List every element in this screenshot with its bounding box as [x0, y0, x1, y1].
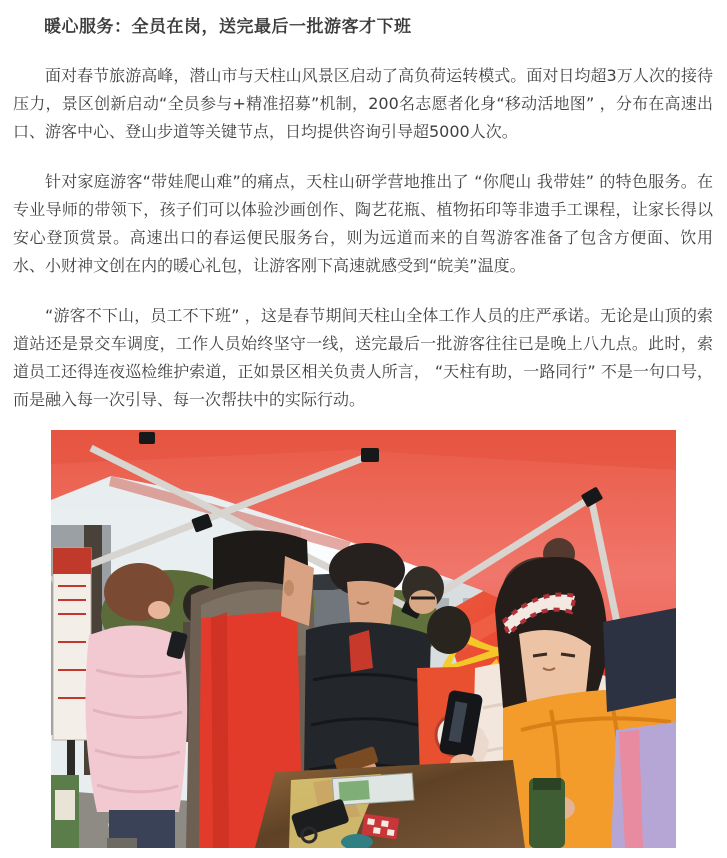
paragraph-3: “游客不下山，员工不下班” ，这是春节期间天柱山全体工作人员的庄严承诺。无论是山顶的索道站还是景交车调度，工作人员始终坚守一线，送完最后一批游客往往已是晚上八九点。此时，索道员工还得连夜巡检维护索道，正如景区相关负责人所言， “天柱有助，一路同行” 不是一句口号，而是融入每一次引导、每一次帮扶中的实际行动。 — [13, 306, 713, 409]
red-shirt — [349, 630, 373, 672]
paragraph-2: 针对家庭游客“带娃爬山难”的痛点，天柱山研学营地推出了 “你爬山 我带娃” 的特色服务。在专业导师的带领下，孩子们可以体验沙画创作、陶艺花瓶、植物拓印等非遗手工课程，让家长得以安心登顶赏景。高速出口的春运便民服务台，则为远道而来的自驾游客准备了包含方便面、饮用水、小财神文创在内的暖心礼包，让游客刚下高速就感受到“皖美”温度。 — [13, 172, 713, 275]
service-desk-photo-illustration — [51, 430, 676, 848]
ear — [284, 580, 294, 596]
face — [148, 601, 170, 619]
article-photo — [51, 430, 676, 848]
paragraph-1: 面对春节旅游高峰，潜山市与天柱山风景区启动了高负荷运转模式。面对日均超3万人次的接待压力，景区创新启动“全员参与+精准招募”机制，200名志愿者化身“移动活地图” ，分布在高速出口、游客中心、登山步道等关键节点，日均提供咨询引导超5000人次。 — [13, 66, 713, 141]
service-table — [255, 760, 525, 848]
article-title: 暖心服务：全员在岗，送完最后一批游客才下班 — [44, 17, 412, 37]
visitor-navy-jacket — [603, 608, 676, 712]
shoe — [107, 838, 137, 848]
brochure — [332, 773, 414, 806]
